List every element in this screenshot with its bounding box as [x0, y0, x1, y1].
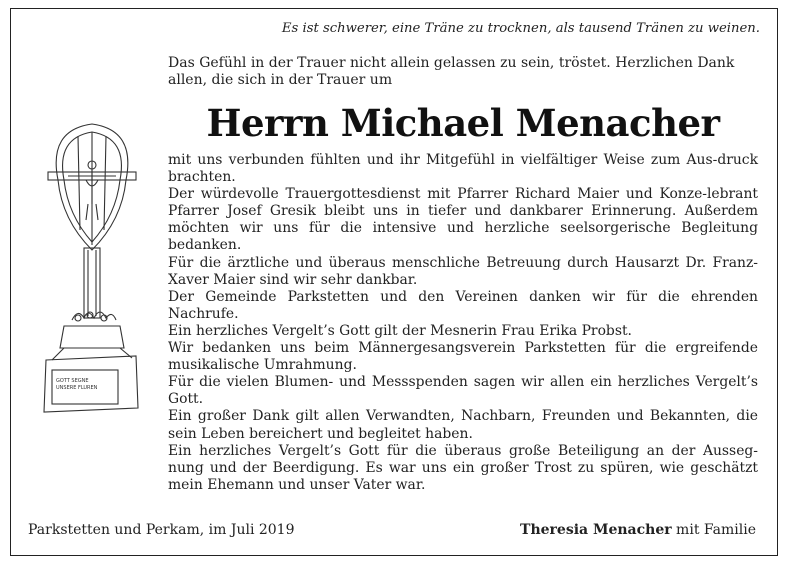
deceased-name: Herrn Michael Menacher	[206, 101, 720, 145]
paragraph: Für die vielen Blumen- und Messspenden sagen wir allen ein herzliches Vergelt’s Gott.	[168, 374, 758, 408]
signer-suffix: mit Familie	[671, 522, 756, 538]
signature	[520, 522, 756, 538]
place-date: Parkstetten und Perkam, im Juli 2019	[28, 522, 295, 538]
wayside-cross-drawing-icon	[28, 120, 156, 415]
paragraph: Der Gemeinde Parkstetten und den Vereinen danken wir für die ehrenden Nachrufe.	[168, 288, 758, 322]
paragraph: Ein herzliches Vergelt’s Gott für die überaus große Beteiligung an der Ausseg-nung und der Beerdigung. Es war uns ein großer Trost zu spüren, wie geschätzt mein Ehemann und unser Vater war.	[168, 442, 758, 493]
signer-name: Theresia Menacher	[520, 522, 672, 538]
paragraph: Ein großer Dank gilt allen Verwandten, Nachbarn, Freunden und Bekannten, die sein Leben bereichert und begleitet haben.	[168, 408, 758, 442]
intro-text: Das Gefühl in der Trauer nicht allein gelassen zu sein, tröstet. Herzlichen Dank allen, die sich in der Trauer um	[168, 55, 735, 88]
paragraph: Wir bedanken uns beim Männergesangsverein Parkstetten für die ergreifende musikalische Umrahmung.	[168, 340, 758, 374]
quote-line: Es ist schwerer, eine Träne zu trocknen, als tausend Tränen zu weinen.	[281, 21, 760, 36]
paragraph: Ein herzliches Vergelt’s Gott gilt der Mesnerin Frau Erika Probst.	[168, 322, 632, 339]
body-text	[168, 152, 758, 494]
paragraph: Der würdevolle Trauergottesdienst mit Pfarrer Richard Maier und Konze-lebrant Pfarrer Josef Gresik bleibt uns in tiefer und dankbarer Erinnerung. Außerdem möchten wir uns für die intensive und herzliche seelsorgerische Begleitung bedanken.	[168, 186, 758, 254]
svg-text:UNSERE FLUREN: UNSERE FLUREN	[56, 385, 98, 391]
paragraph: mit uns verbunden fühlten und ihr Mitgefühl in vielfältiger Weise zum Aus-druck brachten.	[168, 152, 758, 186]
svg-text:GOTT SEGNE: GOTT SEGNE	[56, 378, 89, 384]
paragraph: Für die ärztliche und überaus menschliche Betreuung durch Hausarzt Dr. Franz-Xaver Maier sind wir sehr dankbar.	[168, 254, 758, 288]
